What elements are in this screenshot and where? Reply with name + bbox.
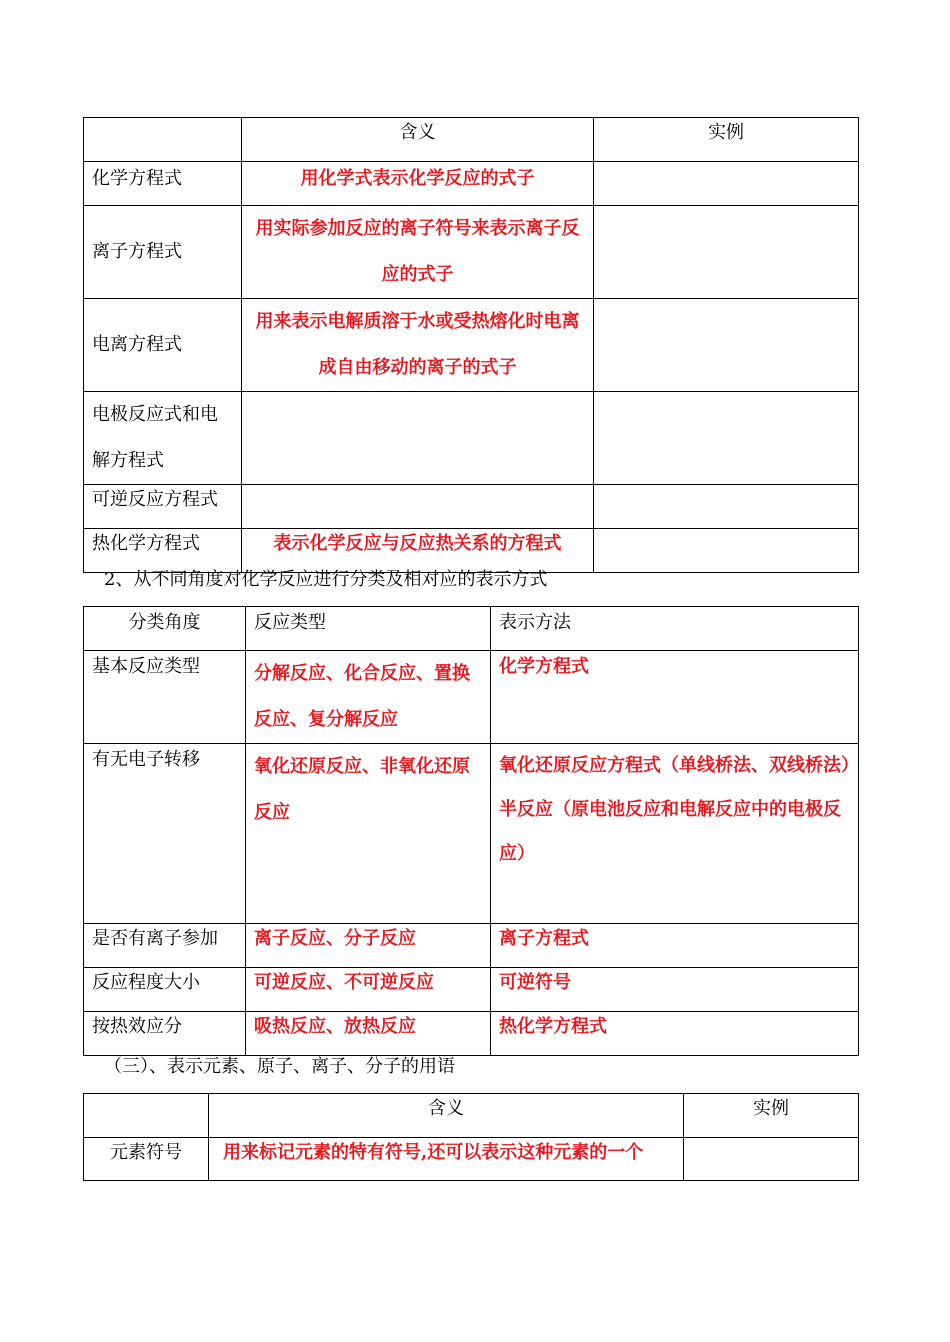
angle-cell: 有无电子转移	[84, 744, 246, 924]
header-cell-example: 实例	[684, 1094, 859, 1138]
meaning-cell: 用来标记元素的特有符号,还可以表示这种元素的一个	[209, 1138, 684, 1181]
term-cell: 元素符号	[84, 1138, 209, 1181]
section-heading-3: （三）、表示元素、原子、离子、分子的用语	[104, 1056, 455, 1077]
header-cell-meaning: 含义	[242, 118, 594, 162]
header-cell-angle: 分类角度	[84, 607, 246, 651]
example-cell	[594, 392, 859, 485]
table-row	[84, 299, 859, 392]
table-header-row	[84, 118, 859, 162]
table-row	[84, 392, 859, 485]
method-cell: 离子方程式	[491, 924, 859, 968]
method-cell	[491, 744, 859, 924]
table-row	[84, 162, 859, 206]
example-cell	[594, 206, 859, 299]
header-cell-meaning: 含义	[209, 1094, 684, 1138]
example-cell	[594, 162, 859, 206]
angle-cell: 按热效应分	[84, 1012, 246, 1056]
example-cell	[594, 299, 859, 392]
table-row	[84, 529, 859, 573]
header-cell-method: 表示方法	[491, 607, 859, 651]
table-row	[84, 1012, 859, 1056]
meaning-cell: 用来表示电解质溶于水或受热熔化时电离成自由移动的离子的式子	[242, 299, 594, 392]
table-row	[84, 651, 859, 744]
example-cell	[684, 1138, 859, 1181]
meaning-cell	[242, 485, 594, 529]
type-cell: 吸热反应、放热反应	[246, 1012, 491, 1056]
table-header-row	[84, 1094, 859, 1138]
meaning-cell: 用实际参加反应的离子符号来表示离子反应的式子	[242, 206, 594, 299]
example-cell	[594, 485, 859, 529]
meaning-cell: 表示化学反应与反应热关系的方程式	[242, 529, 594, 573]
table-expressions	[83, 117, 859, 573]
table-header-row	[84, 607, 859, 651]
angle-cell: 基本反应类型	[84, 651, 246, 744]
method-cell: 可逆符号	[491, 968, 859, 1012]
angle-cell: 是否有离子参加	[84, 924, 246, 968]
type-cell: 可逆反应、不可逆反应	[246, 968, 491, 1012]
method-cell: 化学方程式	[491, 651, 859, 744]
table-row	[84, 924, 859, 968]
table-row	[84, 485, 859, 529]
angle-cell: 反应程度大小	[84, 968, 246, 1012]
term-cell: 离子方程式	[84, 206, 242, 299]
header-cell-blank	[84, 118, 242, 162]
term-cell: 电离方程式	[84, 299, 242, 392]
type-cell: 分解反应、化合反应、置换反应、复分解反应	[246, 651, 491, 744]
header-cell-blank	[84, 1094, 209, 1138]
method-line-1: 氧化还原反应方程式（单线桥法、双线桥法）	[499, 755, 859, 776]
term-cell: 电极反应式和电解方程式	[84, 392, 242, 485]
meaning-cell: 用化学式表示化学反应的式子	[242, 162, 594, 206]
header-cell-example: 实例	[594, 118, 859, 162]
term-cell: 化学方程式	[84, 162, 242, 206]
table-row	[84, 1138, 859, 1181]
term-cell: 可逆反应方程式	[84, 485, 242, 529]
method-line-2: 半反应（原电池反应和电解反应中的电极反应）	[499, 799, 841, 864]
example-cell	[594, 529, 859, 573]
table-classification	[83, 606, 859, 1056]
table-row	[84, 206, 859, 299]
method-cell: 热化学方程式	[491, 1012, 859, 1056]
header-cell-type: 反应类型	[246, 607, 491, 651]
table-row	[84, 968, 859, 1012]
section-heading-2: 2、从不同角度对化学反应进行分类及相对应的表示方式	[104, 569, 548, 590]
table-row	[84, 744, 859, 924]
meaning-cell	[242, 392, 594, 485]
type-cell: 氧化还原反应、非氧化还原反应	[246, 744, 491, 924]
type-cell: 离子反应、分子反应	[246, 924, 491, 968]
table-symbols	[83, 1093, 859, 1181]
term-cell: 热化学方程式	[84, 529, 242, 573]
